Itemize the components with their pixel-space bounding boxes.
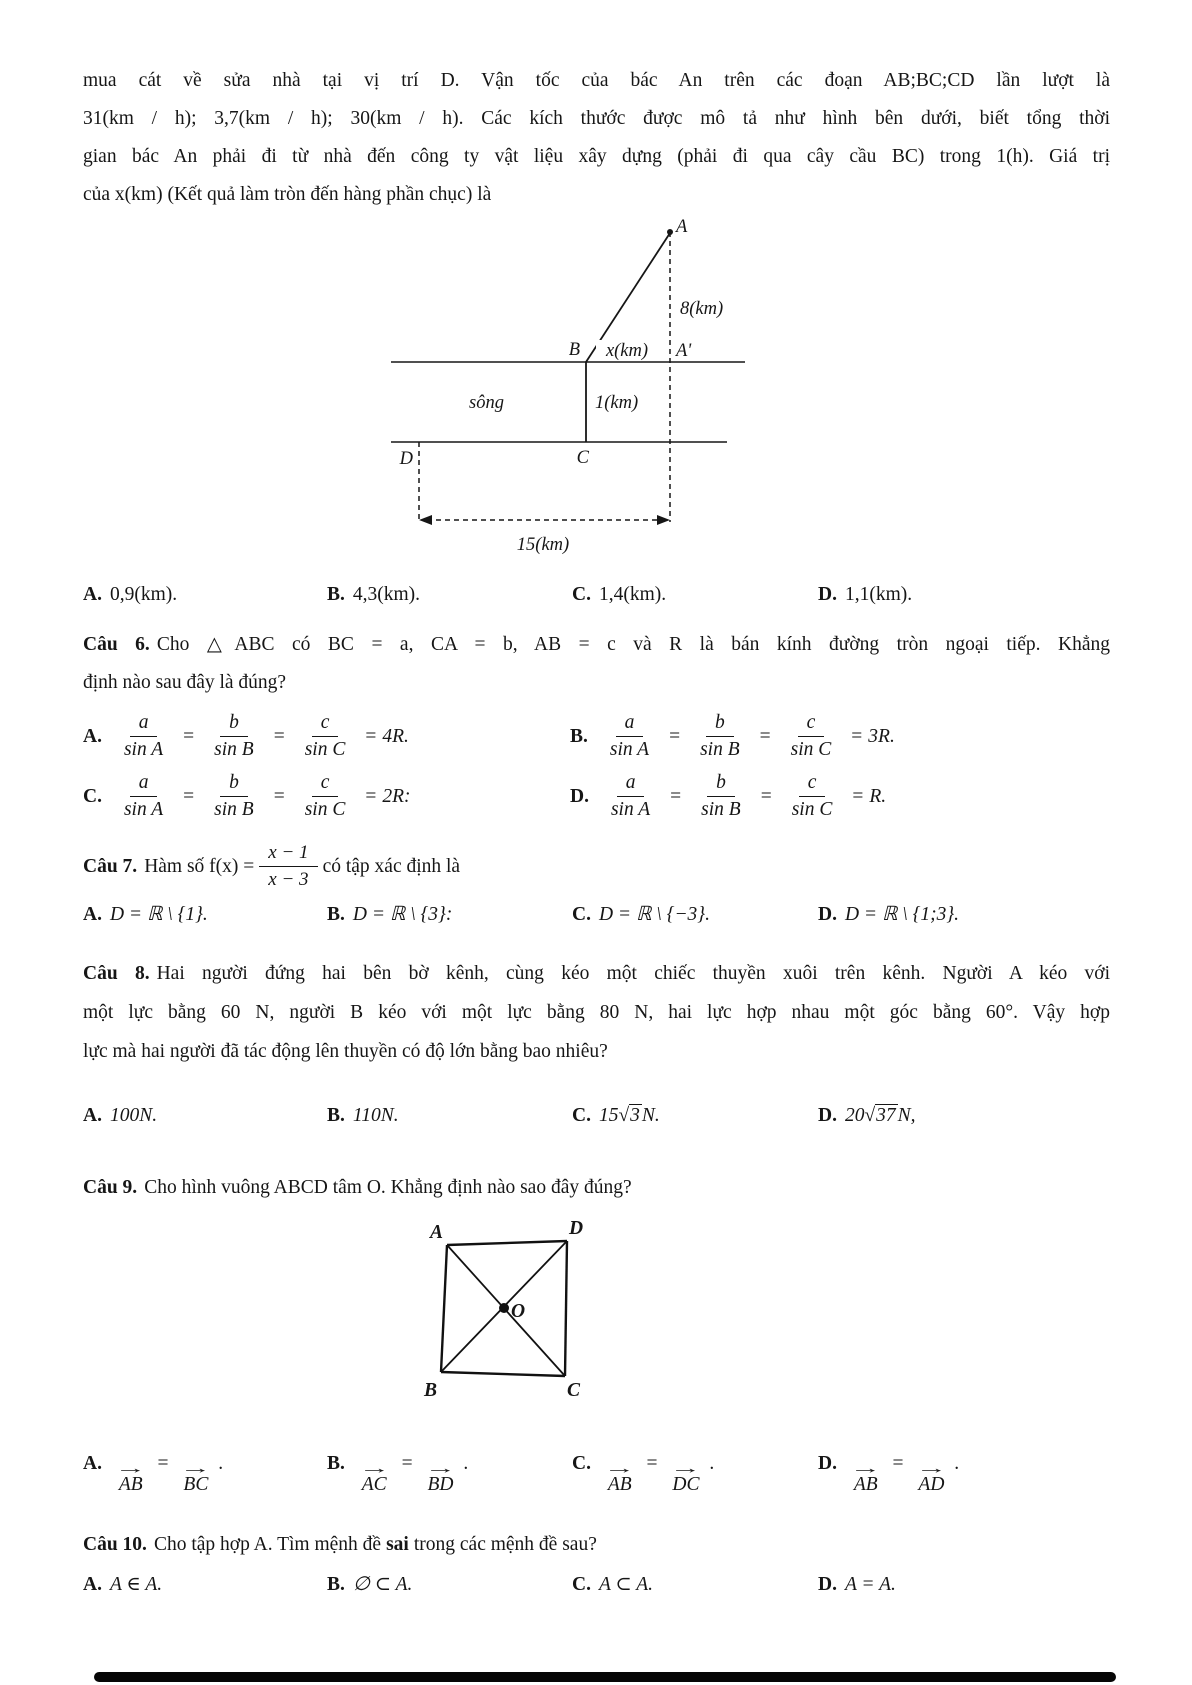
point-a-dot [667,229,673,235]
intro-line-3: gian bác An phải đi từ nhà đến công ty vật liệu xây dựng (phải đi qua cây cầu BC) trong 1(h). Giá trị [83,146,1110,167]
question-10-text-post: trong các mệnh đề sau? [413,1534,597,1556]
question-10-label: Câu 10. [83,1534,147,1556]
question-6-text-line-1: Cho △ABC có BC = a, CA = b, AB = c và R là bán kính đường tròn ngoại tiếp. Khẳng [156,634,1110,655]
label-15km: 15(km) [516,535,570,555]
scan-edge-artifact [94,1672,1116,1682]
fraction-b-sinB: $\frac{b}{\text{sin B}}$ [700,712,740,761]
option-c: C. D = ℝ \ {−3}. [572,903,710,925]
vector: → AB [604,1460,636,1495]
question-9-options [83,1449,1110,1495]
vector: → BD [424,1460,457,1495]
question-7-title [83,838,1110,896]
option-c: C. A ⊂ A. [572,1574,654,1596]
label-vertex-d: D [569,1217,584,1239]
fraction-a-sinA: $\frac{a}{\text{sin A}}$ [123,712,164,761]
vector: → AB [115,1460,147,1495]
vector-arrow-icon: → [115,1460,147,1477]
fraction-c-sinC: $\frac{c}{\text{sin C}}$ [791,771,833,821]
question-6-text-line-2: định nào sau đây là đúng? [83,672,287,693]
fraction-b-sinB: $\frac{b}{\text{sin B}}$ [214,771,254,821]
option-b: B. → AC = → BD . [327,1452,469,1495]
vector: → BC [180,1460,212,1495]
intro-paragraph [83,62,1110,214]
fraction-c-sinC: $\frac{c}{\text{sin C}}$ [304,771,346,821]
option-c: C. $\frac{a}{\text{sin A}}$ = $\frac{b}{\text{sin B}}$ = $\frac{c}{\text{sin C}}$ = 2R: [83,771,411,821]
vector-arrow-icon: → [915,1460,948,1477]
label-point-a: A [676,217,688,237]
fraction-c-sinC: $\frac{c}{\text{sin C}}$ [304,712,346,761]
fraction-a-sinA: $\frac{a}{\text{sin A}}$ [123,771,164,821]
question-8-title [83,954,1110,1071]
option-d: D. A = A. [818,1574,896,1596]
center-o-dot [499,1303,509,1313]
question-9-title [83,1169,1110,1207]
label-xkm: x(km) [605,341,649,361]
option-c: C. 15√3 N. [572,1104,660,1126]
label-1km: 1(km) [595,393,639,413]
square-side-ba [441,1245,447,1372]
label-point-d: D [399,449,413,469]
option-c: C. → AB = → DC . [572,1452,715,1495]
vector: → AD [915,1460,948,1495]
question-9-text: Cho hình vuông ABCD tâm O. Khẳng định nào sao đây đúng? [144,1176,632,1198]
fraction-a-sinA: $\frac{a}{\text{sin A}}$ [609,712,650,761]
square-side-ad [447,1241,567,1245]
route-diagram-figure [383,216,1110,570]
option-d: D. 1,1(km). [818,584,913,605]
arrowhead-left [419,515,432,525]
question-10-options [83,1570,1110,1600]
radicand: 3 [630,1104,640,1126]
option-d: D. → AB = → AD . [818,1452,960,1495]
label-center-o: O [511,1300,526,1322]
option-d: D. 20√37 N, [818,1104,916,1126]
intro-line-4: của x(km) (Kết quả làm tròn đến hàng phần chục) là [83,184,492,205]
label-point-a-prime: A' [676,341,692,361]
question-6-options-row-2 [83,772,1110,822]
label-river: sông [469,393,504,413]
question-10-text-pre: Cho tập hợp A. Tìm mệnh đề [153,1534,382,1556]
question-6-title [83,626,1110,702]
question-8-options [83,1101,1110,1131]
option-a: A. $\frac{a}{\text{sin A}}$ = $\frac{b}{\text{sin B}}$ = $\frac{c}{\text{sin C}}$ = 4R. [83,712,409,761]
option-b: B. 110N. [327,1104,399,1126]
option-b: B. D = ℝ \ {3}: [327,903,453,925]
vector-arrow-icon: → [850,1460,882,1477]
option-d: D. $\frac{a}{\text{sin A}}$ = $\frac{b}{\text{sin B}}$ = $\frac{c}{\text{sin C}}$ = R. [570,771,887,821]
question-5-options [83,580,1110,610]
option-d: D. D = ℝ \ {1;3}. [818,903,960,925]
option-a: A. 100N. [83,1104,158,1126]
arrowhead-right [657,515,670,525]
question-7-text-pre: Hàm số f(x) = [144,855,255,877]
option-b: B. ∅ ⊂ A. [327,1574,413,1596]
vector-arrow-icon: → [358,1460,390,1477]
option-a: A. A ∈ A. [83,1574,163,1596]
intro-line-1: mua cát về sửa nhà tại vị trí D. Vận tốc của bác An trên các đoạn AB;BC;CD lần lượt là [83,70,1110,91]
question-8-label: Câu 8. [83,962,150,984]
fraction-a-sinA: $\frac{a}{\text{sin A}}$ [610,771,651,821]
fraction-b-sinB: $\frac{b}{\text{sin B}}$ [214,712,254,761]
fraction-c-sinC: $\frac{c}{\text{sin C}}$ [790,712,832,761]
label-vertex-c: C [567,1379,581,1401]
question-6-options-row-1 [83,712,1110,762]
label-point-b: B [568,340,580,360]
label-vertex-b: B [423,1379,437,1401]
option-a: A. → AB = → BC . [83,1452,224,1495]
square-diagram-figure [415,1217,1110,1423]
question-8-text-line-2: một lực bằng 60 N, người B kéo với một lực bằng 80 N, hai lực hợp nhau một góc bằng 60°. Vậy hợp [83,1001,1110,1023]
option-b: B. $\frac{a}{\text{sin A}}$ = $\frac{b}{\text{sin B}}$ = $\frac{c}{\text{sin C}}$ = 3R. [570,712,895,761]
vector: → AB [850,1460,882,1495]
label-point-c: C [576,448,589,468]
square-side-cb [441,1372,565,1376]
option-b: B. 4,3(km). [327,584,421,605]
intro-line-2: 31(km / h); 3,7(km / h); 30(km / h). Các kích thước được mô tả như hình bên dưới, biết tổng thời [83,108,1110,129]
question-9-label: Câu 9. [83,1176,138,1198]
option-a: A. 0,9(km). [83,584,178,605]
question-10-title [83,1526,1110,1564]
vector-arrow-icon: → [180,1460,212,1477]
square-side-dc [565,1241,567,1376]
vector: → AC [358,1460,390,1495]
radicand: 37 [876,1104,896,1126]
square-diagram-svg [415,1217,625,1417]
option-c: C. 1,4(km). [572,584,667,605]
label-vertex-a: A [429,1221,443,1243]
vector-arrow-icon: → [604,1460,636,1477]
question-7-text-post: có tập xác định là [322,855,461,877]
vector-arrow-icon: → [424,1460,457,1477]
vector: → DC [670,1460,702,1495]
fraction-b-sinB: $\frac{b}{\text{sin B}}$ [701,771,741,821]
question-6-label: Câu 6. [83,634,150,655]
question-10-bold-word: sai [386,1534,409,1556]
option-a: A. D = ℝ \ {1}. [83,903,208,925]
route-diagram-svg [383,216,783,564]
question-7-options [83,900,1110,930]
vector-arrow-icon: → [670,1460,702,1477]
question-8-text-line-1: Hai người đứng hai bên bờ kênh, cùng kéo một chiếc thuyền xuôi trên kênh. Người A kéo với [156,962,1110,984]
question-7-label: Câu 7. [83,855,138,877]
fraction-x: $\frac{x - 1}{x - 3}$ [259,842,317,891]
label-8km: 8(km) [680,299,724,319]
question-8-text-line-3: lực mà hai người đã tác động lên thuyền có độ lớn bằng bao nhiêu? [83,1040,608,1062]
